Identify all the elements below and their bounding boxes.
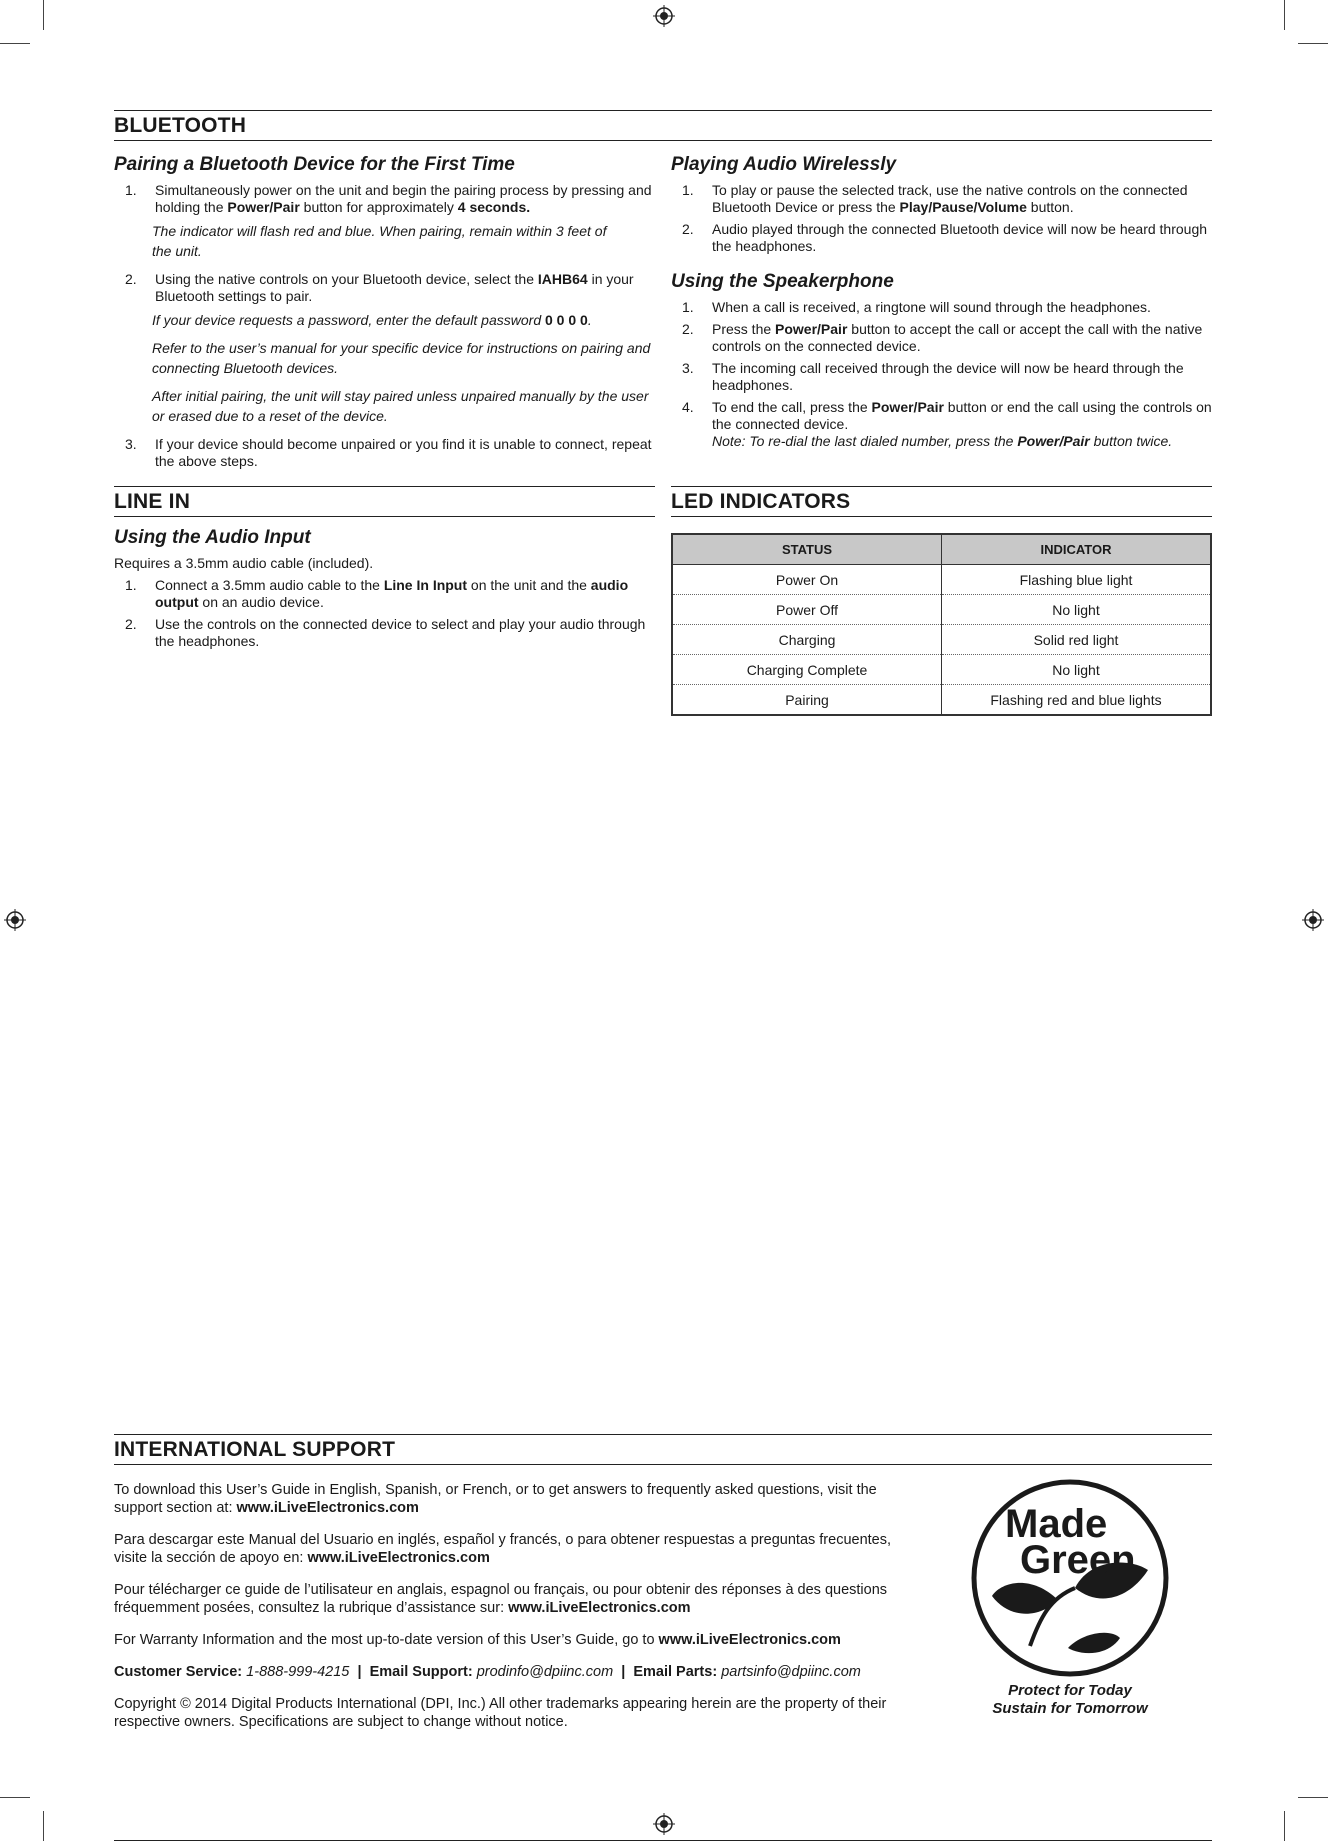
- step-number: 2.: [682, 321, 694, 337]
- line-in-steps: [114, 577, 655, 650]
- copyright: Copyright © 2014 Digital Products International (DPI, Inc.) All other trademarks appearing herein are the property of their respective owners. Specifications are subject to change without notice.: [114, 1696, 887, 1730]
- redial-note: [712, 433, 1212, 450]
- step-text: button.: [1026, 199, 1074, 215]
- made-green-logo: [960, 1478, 1180, 1718]
- warranty-info: [114, 1631, 904, 1649]
- pairing-steps: [114, 271, 659, 305]
- step-number: 2.: [125, 271, 137, 287]
- step-number: 3.: [682, 360, 694, 376]
- support-link[interactable]: www.iLiveElectronics.com: [236, 1500, 419, 1516]
- manual-note: Refer to the user’s manual for your specific device for instructions on pairing and connecting Bluetooth devices.: [152, 340, 651, 376]
- step-text: button to accept the call or accept the call with the native controls on the connected device.: [712, 321, 1203, 354]
- crop-mark: [0, 43, 30, 44]
- step-number: 1.: [125, 577, 137, 593]
- pairing-note: The indicator will flash red and blue. When pairing, remain within 3 feet of the unit.: [152, 223, 607, 259]
- duration: 4 seconds.: [457, 199, 531, 215]
- intl-heading: INTERNATIONAL SUPPORT: [114, 1434, 1212, 1465]
- line-in-section: [114, 486, 655, 655]
- list-item: [114, 436, 659, 470]
- registration-mark-icon: [4, 909, 26, 931]
- table-header-row: [672, 534, 1211, 565]
- pairing-title: Pairing a Bluetooth Device for the First Time: [114, 154, 515, 175]
- support-link[interactable]: www.iLiveElectronics.com: [307, 1550, 490, 1566]
- default-password: 0 0 0 0: [545, 312, 588, 328]
- password-note: [114, 310, 659, 330]
- step-text: Using the native controls on your Bluetooth device, select the: [155, 271, 538, 287]
- led-table: [671, 533, 1212, 716]
- international-support-section: [114, 1434, 1212, 1745]
- step-text: Press the: [712, 321, 776, 337]
- indicator-cell: No light: [942, 595, 1212, 625]
- note-text: button twice.: [1089, 433, 1173, 449]
- crop-mark: [0, 1797, 30, 1798]
- step-text: When a call is received, a ringtone will sound through the headphones.: [712, 299, 1151, 315]
- list-item: [671, 182, 1212, 216]
- label: Email Support:: [369, 1664, 473, 1680]
- step-number: 2.: [125, 616, 137, 632]
- status-cell: Power Off: [672, 595, 942, 625]
- indicator-cell: Flashing blue light: [942, 565, 1212, 595]
- support-spanish: [114, 1531, 904, 1567]
- step-text: button for approximately: [299, 199, 458, 215]
- paragraph-text: Para descargar este Manual del Usuario en inglés, español y francés, o para obtener respuestas a preguntas frecuentes, visite la sección de apoyo en:: [114, 1532, 892, 1566]
- table-row: [672, 685, 1211, 716]
- logo-word-made: Made: [1005, 1502, 1108, 1546]
- list-item: [671, 360, 1212, 394]
- step-number: 1.: [682, 299, 694, 315]
- step-number: 4.: [682, 399, 694, 415]
- playing-title: Playing Audio Wirelessly: [671, 154, 897, 175]
- list-item: [114, 616, 655, 650]
- table-row: [672, 655, 1211, 685]
- crop-mark: [43, 0, 44, 30]
- step-text: To play or pause the selected track, use the native controls on the connected Bluetooth Device or press the: [712, 182, 1188, 215]
- logo-word-green: Green: [1020, 1538, 1136, 1582]
- list-item: [671, 399, 1212, 450]
- note-text: If your device requests a password, enter the default password: [152, 312, 545, 328]
- list-item: [671, 299, 1212, 316]
- step-text: on the unit and the: [467, 577, 591, 593]
- pairing-steps: [114, 436, 659, 470]
- registration-mark-icon: [653, 5, 675, 27]
- table-row: [672, 565, 1211, 595]
- status-column-header: STATUS: [672, 534, 942, 565]
- button-name: Play/Pause/Volume: [899, 199, 1027, 215]
- step-text: Audio played through the connected Bluetooth device will now be heard through the headphones.: [712, 221, 1208, 254]
- page-content: [114, 110, 1212, 1730]
- crop-mark: [1284, 1811, 1285, 1841]
- logo-tagline-1: Protect for Today: [1008, 1682, 1132, 1699]
- note-text: Note: To re-dial the last dialed number, press the: [712, 433, 1018, 449]
- paired-note: After initial pairing, the unit will stay paired unless unpaired manually by the user or erased due to a reset of the device.: [152, 388, 649, 424]
- button-name: Power/Pair: [227, 199, 300, 215]
- indicator-column-header: INDICATOR: [942, 534, 1212, 565]
- line-in-intro: Requires a 3.5mm audio cable (included).: [114, 555, 374, 571]
- bluetooth-right-column: [671, 144, 1212, 455]
- phone-number[interactable]: 1-888-999-4215: [246, 1664, 350, 1680]
- logo-tagline-2: Sustain for Tomorrow: [992, 1700, 1148, 1717]
- email-support-link[interactable]: prodinfo@dpiinc.com: [476, 1664, 614, 1680]
- step-text: If your device should become unpaired or you find it is unable to connect, repeat the above steps.: [155, 436, 652, 469]
- paragraph-text: Pour télécharger ce guide de l’utilisateur en anglais, espagnol ou français, ou pour obtenir des réponses à des questions fréquemment posées, consultez la rubrique d’assistance sur:: [114, 1582, 888, 1616]
- step-text: Connect a 3.5mm audio cable to the: [155, 577, 384, 593]
- crop-mark: [43, 1811, 44, 1841]
- port-name: Line In Input: [383, 577, 468, 593]
- bluetooth-heading: BLUETOOTH: [114, 110, 1212, 141]
- status-cell: Power On: [672, 565, 942, 595]
- list-item: [114, 577, 655, 611]
- step-number: 1.: [125, 182, 137, 198]
- crop-mark: [1284, 0, 1285, 30]
- step-number: 3.: [125, 436, 137, 452]
- email-parts-link[interactable]: partsinfo@dpiinc.com: [721, 1664, 861, 1680]
- list-item: [114, 271, 659, 305]
- line-in-heading: LINE IN: [114, 486, 655, 517]
- intl-text: [114, 1481, 904, 1731]
- registration-mark-icon: [1302, 909, 1324, 931]
- indicator-cell: No light: [942, 655, 1212, 685]
- speakerphone-title: Using the Speakerphone: [671, 271, 894, 292]
- status-cell: Charging: [672, 625, 942, 655]
- label: Email Parts:: [633, 1664, 718, 1680]
- crop-mark: [1298, 43, 1328, 44]
- contact-line: [114, 1663, 904, 1681]
- step-text: in your Bluetooth settings to pair.: [155, 271, 634, 304]
- step-text: Use the controls on the connected device to select and play your audio through the headphones.: [155, 616, 646, 649]
- registration-mark-icon: [653, 1813, 675, 1835]
- button-name: Power/Pair: [775, 321, 848, 337]
- status-cell: Pairing: [785, 691, 829, 708]
- label: Customer Service:: [114, 1664, 243, 1680]
- audio-input-title: Using the Audio Input: [114, 527, 311, 548]
- support-french: [114, 1581, 904, 1617]
- indicator-cell: Flashing red and blue lights: [942, 685, 1212, 716]
- step-text: Simultaneously power on the unit and begin the pairing process by pressing and holding the: [155, 182, 652, 215]
- model-name: IAHB64: [537, 271, 588, 287]
- pairing-steps: [114, 182, 659, 216]
- bluetooth-left-column: [114, 144, 659, 475]
- step-number: 1.: [682, 182, 694, 198]
- step-number: 2.: [682, 221, 694, 237]
- table-row: [672, 625, 1211, 655]
- support-english: [114, 1481, 904, 1517]
- status-cell: Charging Complete: [672, 655, 942, 685]
- table-row: [672, 595, 1211, 625]
- separator: |: [357, 1664, 362, 1680]
- paragraph-text: For Warranty Information and the most up-to-date version of this User’s Guide, go to: [114, 1632, 659, 1648]
- step-text: button or end the call using the controls on the connected device.: [712, 399, 1212, 432]
- playing-steps: [671, 182, 1212, 255]
- step-text: To end the call, press the: [712, 399, 872, 415]
- button-name: Power/Pair: [871, 399, 944, 415]
- list-item: [114, 182, 659, 216]
- separator: |: [621, 1664, 626, 1680]
- led-heading: LED INDICATORS: [671, 486, 1212, 517]
- speakerphone-steps: [671, 299, 1212, 450]
- list-item: [671, 221, 1212, 255]
- list-item: [671, 321, 1212, 355]
- step-text: on an audio device.: [198, 594, 324, 610]
- crop-mark: [1298, 1797, 1328, 1798]
- indicator-cell: Solid red light: [942, 625, 1212, 655]
- support-link[interactable]: www.iLiveElectronics.com: [658, 1632, 841, 1648]
- step-text: The incoming call received through the device will now be heard through the headphones.: [712, 360, 1184, 393]
- support-link[interactable]: www.iLiveElectronics.com: [508, 1600, 691, 1616]
- paragraph-text: To download this User’s Guide in English, Spanish, or French, or to get answers to frequently asked questions, visit the support section at:: [114, 1482, 877, 1516]
- button-name: Power/Pair: [1017, 433, 1090, 449]
- led-section: [671, 486, 1212, 716]
- note-text: .: [587, 312, 592, 328]
- port-name: audio output: [155, 577, 629, 610]
